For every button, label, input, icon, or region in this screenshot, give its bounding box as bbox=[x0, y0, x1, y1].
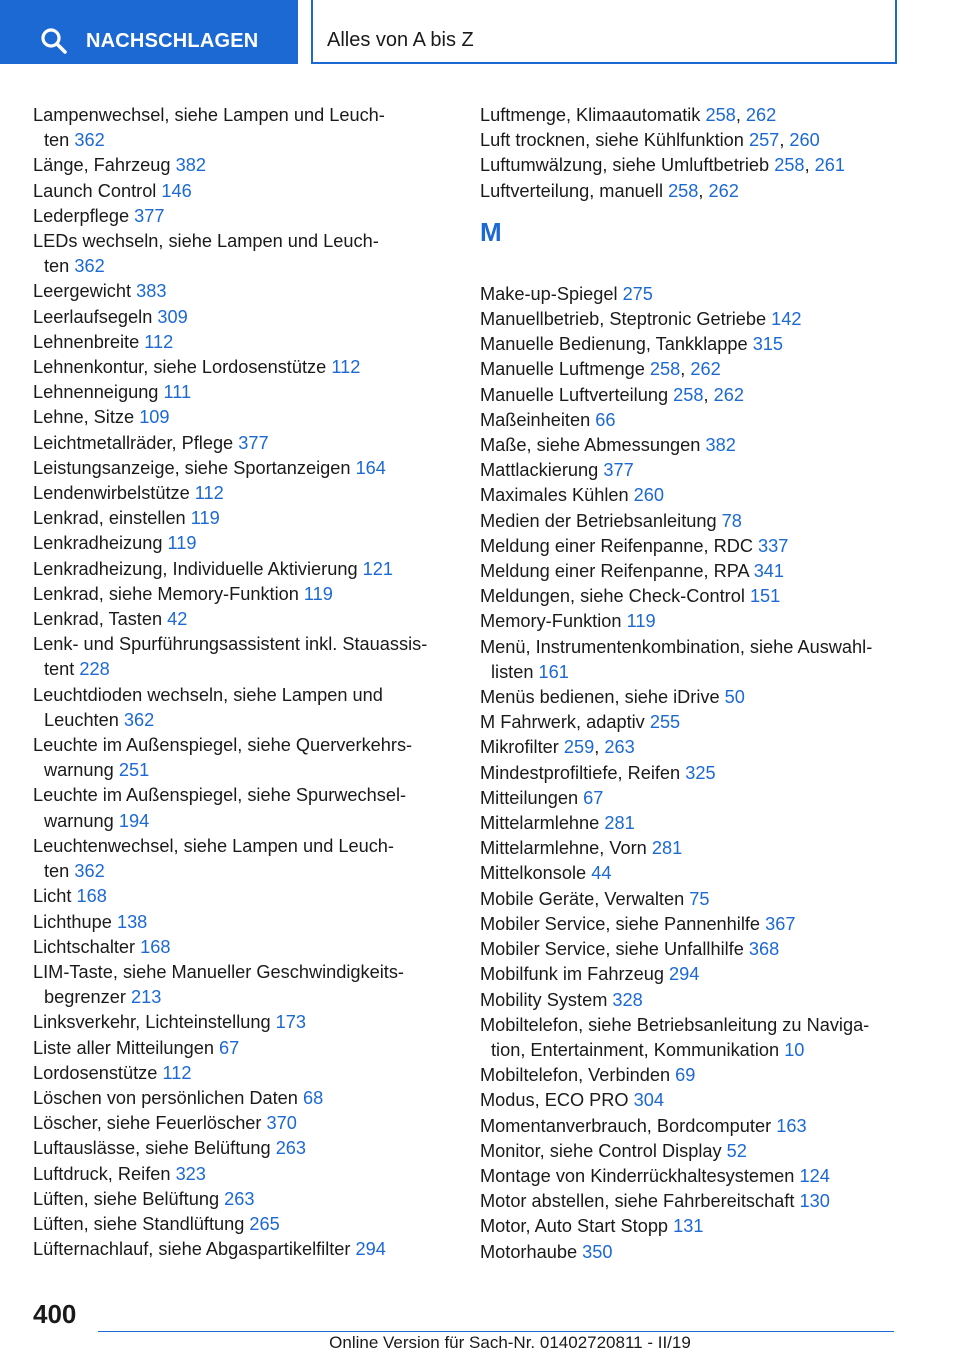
entry-term: Lenkradheizung 119 bbox=[33, 533, 197, 554]
entry-term: LIM-Taste, siehe Manueller Geschwindigkeits- bbox=[33, 961, 404, 982]
entry-term: Manuellbetrieb, Steptronic Getriebe 142 bbox=[480, 309, 802, 330]
page-link[interactable]: 281 bbox=[651, 838, 683, 859]
page-link[interactable]: 52 bbox=[726, 1140, 747, 1161]
entry-term: Lenkradheizung, Individuelle Aktivierung 121 bbox=[33, 558, 393, 579]
entry-term: Montage von Kinderrückhaltesystemen 124 bbox=[480, 1165, 830, 1186]
index-entry bbox=[33, 431, 453, 456]
index-entry bbox=[480, 1088, 900, 1113]
page-link[interactable]: 112 bbox=[162, 1062, 192, 1083]
page-link[interactable]: 257 bbox=[748, 130, 780, 151]
entry-term: Luftverteilung, manuell 258, 262 bbox=[480, 180, 739, 201]
index-entry bbox=[480, 1063, 900, 1088]
search-icon bbox=[40, 27, 68, 55]
index-column-right bbox=[480, 103, 900, 1265]
index-entry bbox=[480, 1164, 900, 1189]
index-entry bbox=[33, 1187, 453, 1212]
index-entry bbox=[33, 960, 453, 1010]
nav-tab-nachschlagen[interactable] bbox=[0, 0, 298, 64]
index-entry bbox=[33, 683, 453, 733]
entry-term: Lüften, siehe Standlüftung 265 bbox=[33, 1213, 280, 1234]
page-link[interactable]: 10 bbox=[784, 1039, 805, 1060]
entry-term: Lehne, Sitze 109 bbox=[33, 407, 170, 428]
entry-term: Lenk- und Spurführungsassistent inkl. Stauassis- bbox=[33, 634, 428, 655]
entry-term: Mobiltelefon, Verbinden 69 bbox=[480, 1065, 696, 1086]
page-link[interactable]: 111 bbox=[163, 382, 192, 403]
index-entry bbox=[33, 355, 453, 380]
entry-term: Mobiltelefon, siehe Betriebsanleitung zu Naviga- bbox=[480, 1014, 870, 1035]
entry-term: Lederpflege 377 bbox=[33, 205, 165, 226]
page-link[interactable]: 112 bbox=[144, 331, 174, 352]
entry-term: Mobiler Service, siehe Unfallhilfe 368 bbox=[480, 939, 780, 960]
index-entry bbox=[480, 509, 900, 534]
entry-term: Meldung einer Reifenpanne, RDC 337 bbox=[480, 535, 789, 556]
index-entry bbox=[33, 204, 453, 229]
entry-term: Leuchte im Außenspiegel, siehe Querverkehrs- bbox=[33, 735, 413, 756]
index-entry bbox=[480, 179, 900, 204]
page-link[interactable]: 124 bbox=[799, 1165, 830, 1186]
page-number: 400 bbox=[33, 1299, 77, 1329]
index-entry bbox=[33, 456, 453, 481]
page-link[interactable]: 164 bbox=[355, 457, 386, 478]
page-link[interactable]: 78 bbox=[721, 510, 742, 531]
index-entry bbox=[33, 279, 453, 304]
index-entry bbox=[480, 1114, 900, 1139]
page-link[interactable]: 350 bbox=[582, 1241, 613, 1262]
letter-heading-m: M bbox=[480, 216, 502, 247]
entry-term: Lehnenkontur, siehe Lordosenstütze 112 bbox=[33, 357, 361, 378]
index-entry bbox=[480, 458, 900, 483]
page-link[interactable]: 263 bbox=[275, 1138, 307, 1159]
entry-term: Manuelle Bedienung, Tankklappe 315 bbox=[480, 334, 784, 355]
page-link[interactable]: 337 bbox=[758, 535, 789, 556]
entry-term: Mitteilungen 67 bbox=[480, 787, 604, 808]
index-entry bbox=[33, 1061, 453, 1086]
page-link[interactable]: 119 bbox=[167, 533, 197, 554]
index-entry bbox=[33, 783, 453, 833]
entry-term: Luft trocknen, siehe Kühlfunktion 257, 260 bbox=[480, 130, 820, 151]
index-entry bbox=[480, 153, 900, 178]
page-link[interactable]: 130 bbox=[799, 1191, 830, 1212]
page-link[interactable]: 262 bbox=[745, 105, 777, 125]
page-link[interactable]: 262 bbox=[708, 180, 739, 201]
index-entry bbox=[33, 179, 453, 204]
entry-term: Löschen von persönlichen Daten 68 bbox=[33, 1087, 324, 1108]
page-link[interactable]: 304 bbox=[633, 1090, 664, 1111]
entry-term: Luftmenge, Klimaautomatik 258, 262 bbox=[480, 105, 777, 125]
page-link[interactable]: 263 bbox=[604, 737, 635, 758]
index-entry bbox=[33, 1111, 453, 1136]
entry-term: Leistungsanzeige, siehe Sportanzeigen 164 bbox=[33, 457, 386, 478]
index-entry bbox=[33, 607, 453, 632]
entry-term: Lehnenbreite 112 bbox=[33, 331, 174, 352]
page-link[interactable]: 146 bbox=[161, 180, 192, 201]
index-entry bbox=[480, 786, 900, 811]
index-entry bbox=[480, 1139, 900, 1164]
page-link[interactable]: 275 bbox=[622, 283, 653, 304]
index-entry bbox=[33, 884, 453, 909]
page-link[interactable]: 66 bbox=[595, 409, 616, 430]
index-entry bbox=[480, 912, 900, 937]
index-entry bbox=[480, 735, 900, 760]
entry-term: Motor, Auto Start Stopp 131 bbox=[480, 1216, 704, 1237]
index-entry bbox=[33, 935, 453, 960]
entry-term: Maße, siehe Abmessungen 382 bbox=[480, 435, 736, 456]
index-entry bbox=[480, 861, 900, 886]
entry-term: Leuchtdioden wechseln, siehe Lampen und bbox=[33, 684, 383, 705]
entry-term: Manuelle Luftverteilung 258, 262 bbox=[480, 384, 744, 405]
page-link[interactable]: 161 bbox=[538, 661, 569, 682]
page-link[interactable]: 262 bbox=[713, 384, 744, 405]
index-entry bbox=[480, 282, 900, 307]
page-link[interactable]: 142 bbox=[771, 309, 802, 330]
entry-term: Manuelle Luftmenge 258, 262 bbox=[480, 359, 721, 380]
index-column-left bbox=[33, 103, 453, 1262]
index-entry bbox=[480, 887, 900, 912]
page-link[interactable]: 112 bbox=[194, 483, 224, 504]
entry-term: Lichtschalter 168 bbox=[33, 936, 171, 957]
index-entry bbox=[33, 733, 453, 783]
page-link[interactable]: 163 bbox=[776, 1115, 807, 1136]
page-link[interactable]: 109 bbox=[139, 407, 170, 428]
page-link[interactable]: 194 bbox=[118, 810, 150, 831]
index-entry bbox=[480, 357, 900, 382]
index-entry bbox=[33, 632, 453, 682]
entry-term: Motorhaube 350 bbox=[480, 1241, 613, 1262]
entry-term: Linksverkehr, Lichteinstellung 173 bbox=[33, 1012, 307, 1033]
page-link[interactable]: 377 bbox=[134, 205, 165, 226]
index-entry bbox=[33, 153, 453, 178]
index-entry bbox=[33, 910, 453, 935]
page-link[interactable]: 258 bbox=[649, 359, 681, 380]
page-link[interactable]: 341 bbox=[753, 561, 785, 582]
entry-term: warnung 194 bbox=[44, 810, 150, 831]
page-link[interactable]: 258 bbox=[668, 180, 699, 201]
page-link[interactable]: 168 bbox=[140, 936, 171, 957]
page-link[interactable]: 258 bbox=[673, 384, 704, 405]
index-entry bbox=[480, 103, 900, 128]
index-entry bbox=[480, 962, 900, 987]
page-link[interactable]: 265 bbox=[249, 1213, 280, 1234]
entry-term: Lendenwirbelstütze 112 bbox=[33, 483, 224, 504]
index-entry bbox=[33, 1212, 453, 1237]
index-entry bbox=[33, 1010, 453, 1035]
page-link[interactable]: 119 bbox=[303, 583, 333, 604]
index-entry bbox=[480, 635, 900, 685]
page-link[interactable]: 67 bbox=[583, 787, 604, 808]
entry-term: warnung 251 bbox=[44, 760, 150, 781]
nav-tab-label: NACHSCHLAGEN bbox=[86, 30, 259, 52]
index-entry bbox=[33, 1162, 453, 1187]
entry-term: Lenkrad, siehe Memory-Funktion 119 bbox=[33, 583, 333, 604]
page-link[interactable]: 377 bbox=[603, 460, 634, 481]
entry-term: Mittelarmlehne 281 bbox=[480, 813, 635, 834]
entry-term: Leerlaufsegeln 309 bbox=[33, 306, 188, 327]
entry-term: Menüs bedienen, siehe iDrive 50 bbox=[480, 687, 745, 708]
index-entry bbox=[480, 811, 900, 836]
page-link[interactable]: 382 bbox=[175, 155, 206, 176]
entry-term: Motor abstellen, siehe Fahrbereitschaft 130 bbox=[480, 1191, 830, 1212]
section-breadcrumb[interactable] bbox=[311, 0, 897, 64]
page-link[interactable]: 309 bbox=[157, 306, 188, 327]
page-link[interactable]: 228 bbox=[79, 659, 110, 680]
page-link[interactable]: 362 bbox=[74, 130, 105, 151]
entry-term: Leichtmetallräder, Pflege 377 bbox=[33, 432, 269, 453]
entry-term: Länge, Fahrzeug 382 bbox=[33, 155, 206, 176]
page-link[interactable]: 362 bbox=[74, 256, 105, 277]
index-entry bbox=[33, 1136, 453, 1161]
page-link[interactable]: 258 bbox=[774, 155, 805, 176]
page-link[interactable]: 281 bbox=[604, 813, 635, 834]
entry-term: Lordosenstütze 112 bbox=[33, 1062, 192, 1083]
page-link[interactable]: 323 bbox=[175, 1163, 206, 1184]
index-entry bbox=[480, 1214, 900, 1239]
index-entry bbox=[480, 332, 900, 357]
page-link[interactable]: 138 bbox=[116, 911, 148, 932]
page-link[interactable]: 69 bbox=[675, 1065, 696, 1086]
page-link[interactable]: 260 bbox=[633, 485, 665, 506]
index-group-m bbox=[480, 282, 900, 1265]
entry-term: Momentanverbrauch, Bordcomputer 163 bbox=[480, 1115, 807, 1136]
entry-term: Memory-Funktion 119 bbox=[480, 611, 656, 632]
entry-term: Lichthupe 138 bbox=[33, 911, 148, 932]
entry-term: Luftauslässe, siehe Belüftung 263 bbox=[33, 1138, 307, 1159]
index-entry bbox=[33, 380, 453, 405]
entry-term: Maßeinheiten 66 bbox=[480, 409, 616, 430]
entry-term: Leuchte im Außenspiegel, siehe Spurwechsel- bbox=[33, 785, 407, 806]
entry-term: Mobile Geräte, Verwalten 75 bbox=[480, 888, 710, 909]
index-entry bbox=[480, 685, 900, 710]
index-entry bbox=[33, 1086, 453, 1111]
entry-term: Luftdruck, Reifen 323 bbox=[33, 1163, 206, 1184]
entry-term: Medien der Betriebsanleitung 78 bbox=[480, 510, 742, 531]
entry-term: Meldung einer Reifenpanne, RPA 341 bbox=[480, 561, 785, 582]
page-link[interactable]: 262 bbox=[690, 359, 721, 380]
entry-term: Mobilfunk im Fahrzeug 294 bbox=[480, 964, 700, 985]
index-entry bbox=[480, 383, 900, 408]
page-link[interactable]: 377 bbox=[238, 432, 269, 453]
page-link[interactable]: 173 bbox=[275, 1012, 307, 1033]
index-entry bbox=[480, 433, 900, 458]
page-link[interactable]: 151 bbox=[749, 586, 781, 607]
index-entry bbox=[33, 481, 453, 506]
entry-term: tion, Entertainment, Kommunikation 10 bbox=[491, 1039, 805, 1060]
entry-term: ten 362 bbox=[44, 861, 105, 882]
index-entry bbox=[33, 1036, 453, 1061]
page-link[interactable]: 213 bbox=[130, 987, 162, 1008]
entry-term: Mattlackierung 377 bbox=[480, 460, 634, 481]
footer-version-text: Online Version für Sach-Nr. 01402720811 - II/19 bbox=[329, 1333, 691, 1352]
page-link[interactable]: 328 bbox=[612, 989, 643, 1010]
page-link[interactable]: 258 bbox=[705, 105, 736, 125]
entry-term: Launch Control 146 bbox=[33, 180, 192, 201]
entry-term: Meldungen, siehe Check-Control 151 bbox=[480, 586, 781, 607]
page-link[interactable]: 382 bbox=[705, 435, 736, 456]
entry-term: Luftumwälzung, siehe Umluftbetrieb 258, 261 bbox=[480, 155, 846, 176]
entry-term: Leuchten 362 bbox=[44, 709, 155, 730]
index-entry bbox=[480, 483, 900, 508]
page-link[interactable]: 294 bbox=[669, 964, 700, 985]
index-entry bbox=[480, 710, 900, 735]
page-link[interactable]: 294 bbox=[355, 1239, 386, 1260]
entry-term: ten 362 bbox=[44, 256, 105, 277]
page-link[interactable]: 68 bbox=[302, 1087, 324, 1108]
top-navigation bbox=[0, 0, 960, 66]
page-link[interactable]: 67 bbox=[219, 1037, 240, 1058]
index-entry bbox=[480, 559, 900, 584]
entry-term: Mikrofilter 259, 263 bbox=[480, 737, 635, 758]
entry-term: Mittelkonsole 44 bbox=[480, 863, 612, 884]
entry-term: Lüfternachlauf, siehe Abgaspartikelfilter 294 bbox=[33, 1239, 386, 1260]
index-entry bbox=[33, 1237, 453, 1262]
page-link[interactable]: 121 bbox=[362, 558, 393, 579]
index-entry bbox=[480, 1240, 900, 1265]
page-link[interactable]: 255 bbox=[649, 712, 681, 733]
page-link[interactable]: 383 bbox=[136, 281, 167, 302]
index-entry bbox=[480, 584, 900, 609]
index-entry bbox=[480, 836, 900, 861]
index-entry bbox=[33, 305, 453, 330]
index-entry bbox=[33, 506, 453, 531]
index-entry bbox=[33, 229, 453, 279]
entry-term: Mindestprofiltiefe, Reifen 325 bbox=[480, 762, 716, 783]
entry-term: Mobiler Service, siehe Pannenhilfe 367 bbox=[480, 913, 796, 934]
index-entry bbox=[480, 937, 900, 962]
page-link[interactable]: 362 bbox=[123, 709, 155, 730]
page-link[interactable]: 325 bbox=[685, 762, 716, 783]
index-entry bbox=[480, 307, 900, 332]
page-link[interactable]: 261 bbox=[814, 155, 846, 176]
index-entry bbox=[480, 534, 900, 559]
index-group-l-continued bbox=[480, 103, 900, 204]
page-link[interactable]: 251 bbox=[118, 760, 150, 781]
entry-term: begrenzer 213 bbox=[44, 987, 162, 1008]
entry-term: Licht 168 bbox=[33, 886, 107, 907]
entry-term: Lampenwechsel, siehe Lampen und Leuch- bbox=[33, 105, 385, 125]
page-link[interactable]: 75 bbox=[689, 888, 710, 909]
index-entry bbox=[33, 103, 453, 153]
entry-term: tent 228 bbox=[44, 659, 110, 680]
entry-term: Make-up-Spiegel 275 bbox=[480, 283, 653, 304]
index-entry bbox=[33, 405, 453, 430]
entry-term: Menü, Instrumentenkombination, siehe Auswahl- bbox=[480, 636, 873, 657]
index-entry bbox=[480, 609, 900, 634]
section-label: Alles von A bis Z bbox=[327, 29, 474, 51]
entry-term: ten 362 bbox=[44, 130, 105, 151]
page-link[interactable]: 259 bbox=[563, 737, 595, 758]
entry-term: Lenkrad, Tasten 42 bbox=[33, 609, 188, 630]
entry-term: M Fahrwerk, adaptiv 255 bbox=[480, 712, 681, 733]
index-entry bbox=[480, 128, 900, 153]
page-link[interactable]: 263 bbox=[224, 1188, 255, 1209]
page-link[interactable]: 260 bbox=[789, 130, 820, 151]
entry-term: Mobility System 328 bbox=[480, 989, 643, 1010]
index-entry bbox=[33, 330, 453, 355]
page-link[interactable]: 370 bbox=[266, 1113, 297, 1134]
index-entry bbox=[480, 988, 900, 1013]
footer-divider bbox=[98, 1331, 894, 1332]
index-entry bbox=[33, 557, 453, 582]
page-link[interactable]: 44 bbox=[591, 863, 612, 884]
index-entry bbox=[33, 582, 453, 607]
index-entry bbox=[480, 408, 900, 433]
entry-term: LEDs wechseln, siehe Lampen und Leuch- bbox=[33, 231, 379, 252]
index-entry bbox=[480, 761, 900, 786]
entry-term: Modus, ECO PRO 304 bbox=[480, 1090, 664, 1111]
entry-term: Löscher, siehe Feuerlöscher 370 bbox=[33, 1113, 297, 1134]
page-link[interactable]: 168 bbox=[76, 886, 107, 907]
index-entry bbox=[480, 1189, 900, 1214]
page-link[interactable]: 362 bbox=[74, 861, 105, 882]
entry-term: Lehnenneigung 111 bbox=[33, 382, 192, 403]
entry-term: Leuchtenwechsel, siehe Lampen und Leuch- bbox=[33, 835, 394, 856]
page-link[interactable]: 368 bbox=[748, 939, 780, 960]
page-link[interactable]: 131 bbox=[673, 1216, 704, 1237]
page-link[interactable]: 50 bbox=[724, 687, 745, 708]
index-entry bbox=[33, 531, 453, 556]
index-entry bbox=[33, 834, 453, 884]
page-link[interactable]: 112 bbox=[331, 357, 361, 378]
page-link[interactable]: 42 bbox=[167, 609, 188, 630]
entry-term: Monitor, siehe Control Display 52 bbox=[480, 1140, 747, 1161]
page-link[interactable]: 119 bbox=[190, 508, 220, 529]
entry-term: Mittelarmlehne, Vorn 281 bbox=[480, 838, 683, 859]
page-link[interactable]: 119 bbox=[626, 611, 656, 632]
entry-term: Liste aller Mitteilungen 67 bbox=[33, 1037, 240, 1058]
index-entry bbox=[480, 1013, 900, 1063]
entry-term: Maximales Kühlen 260 bbox=[480, 485, 665, 506]
entry-term: Lüften, siehe Belüftung 263 bbox=[33, 1188, 255, 1209]
page-link[interactable]: 367 bbox=[765, 913, 796, 934]
page-link[interactable]: 315 bbox=[752, 334, 784, 355]
entry-term: Leergewicht 383 bbox=[33, 281, 167, 302]
entry-term: Lenkrad, einstellen 119 bbox=[33, 508, 220, 529]
entry-term: listen 161 bbox=[491, 661, 569, 682]
